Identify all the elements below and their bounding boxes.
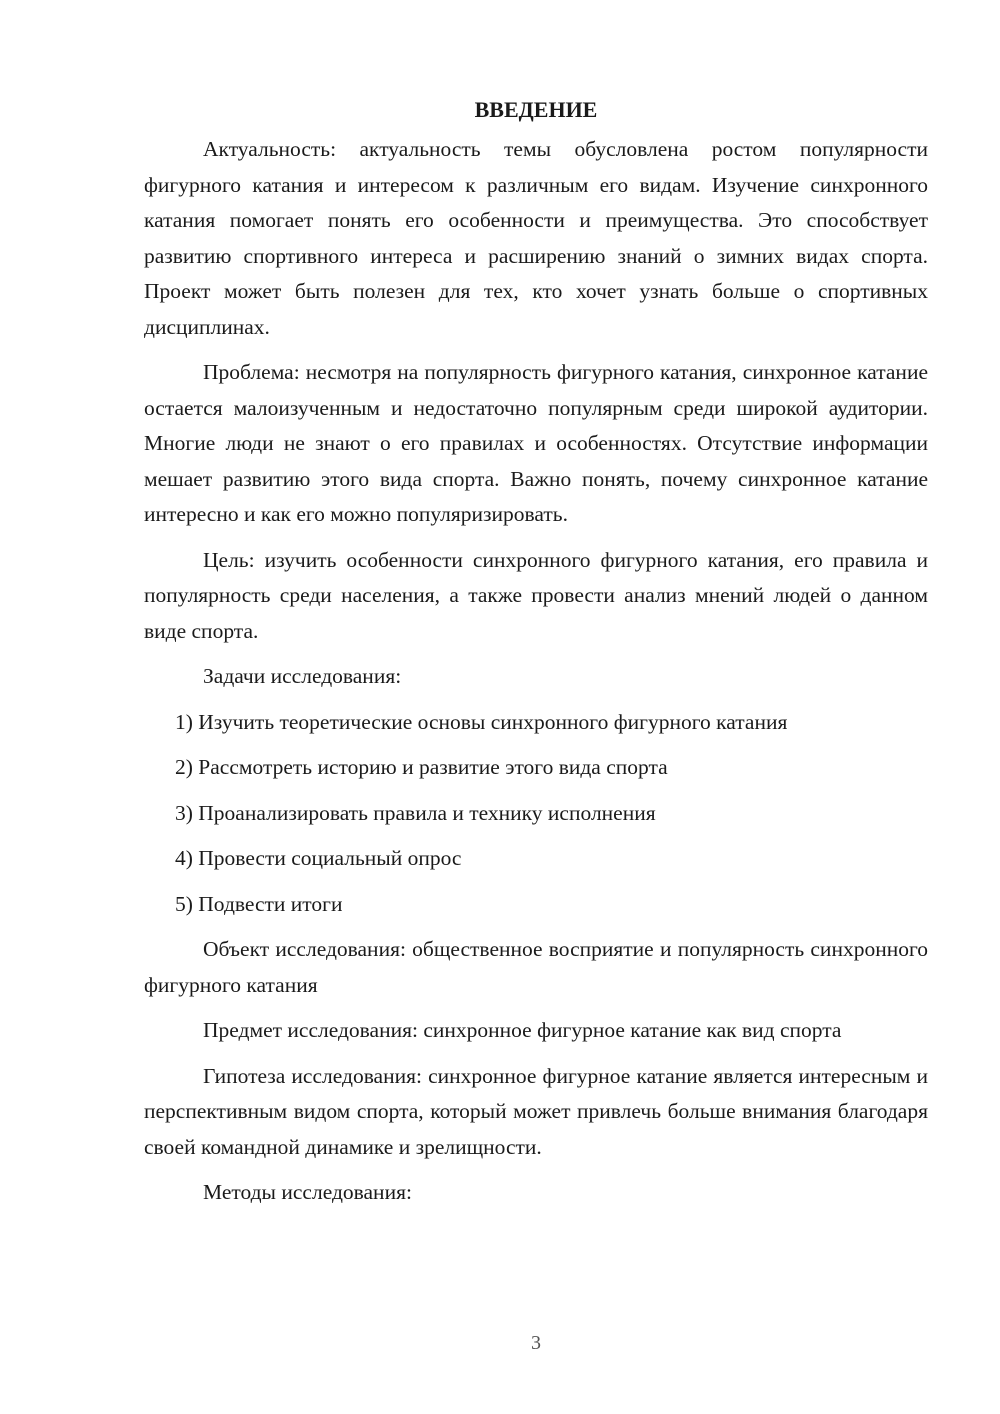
list-item: 3) Проанализировать правила и технику исполнения <box>175 800 656 825</box>
list-item: 4) Провести социальный опрос <box>175 846 462 870</box>
tasks-list <box>144 705 928 923</box>
list-item: 1) Изучить теоретические основы синхронного фигурного катания <box>175 709 788 734</box>
section-title: ВВЕДЕНИЕ <box>474 97 598 122</box>
goal-paragraph: Цель: изучить особенности синхронного фигурного катания, его правила и популярность среди населения, а также провести анализ мнений людей о данном виде спорта. <box>144 547 928 643</box>
page-number: 3 <box>531 1332 541 1354</box>
subject-paragraph: Предмет исследования: синхронное фигурное катание как вид спорта <box>203 1018 842 1042</box>
document-page <box>144 92 928 1221</box>
hypothesis-paragraph: Гипотеза исследования: синхронное фигурное катание является интересным и перспективным видом спорта, который может привлечь больше внимания благодаря своей командной динамике и зрелищности. <box>144 1063 928 1159</box>
list-item: 2) Рассмотреть историю и развитие этого вида спорта <box>175 755 668 779</box>
list-item: 5) Подвести итоги <box>175 891 343 916</box>
tasks-heading: Задачи исследования: <box>203 664 402 688</box>
problem-paragraph: Проблема: несмотря на популярность фигурного катания, синхронное катание остается малоизученным и недостаточно популярным среди широкой аудитории. Многие люди не знают о его правилах и особенностях. Отсутствие информации мешает развитию этого вида спорта. Важно понять, почему синхронное катание интересно и как его можно популяризировать. <box>144 360 928 526</box>
relevance-paragraph: Актуальность: актуальность темы обусловлена ростом популярности фигурного катания и интересом к различным его видам. Изучение синхронного катания помогает понять его особенности и преимущества. Это способствует развитию спортивного интереса и расширению знаний о зимних видах спорта. Проект может быть полезен для тех, кто хочет узнать больше о спортивных дисциплинах. <box>144 137 928 339</box>
object-paragraph: Объект исследования: общественное восприятие и популярность синхронного фигурного катания <box>144 937 928 997</box>
methods-heading: Методы исследования: <box>203 1180 412 1204</box>
